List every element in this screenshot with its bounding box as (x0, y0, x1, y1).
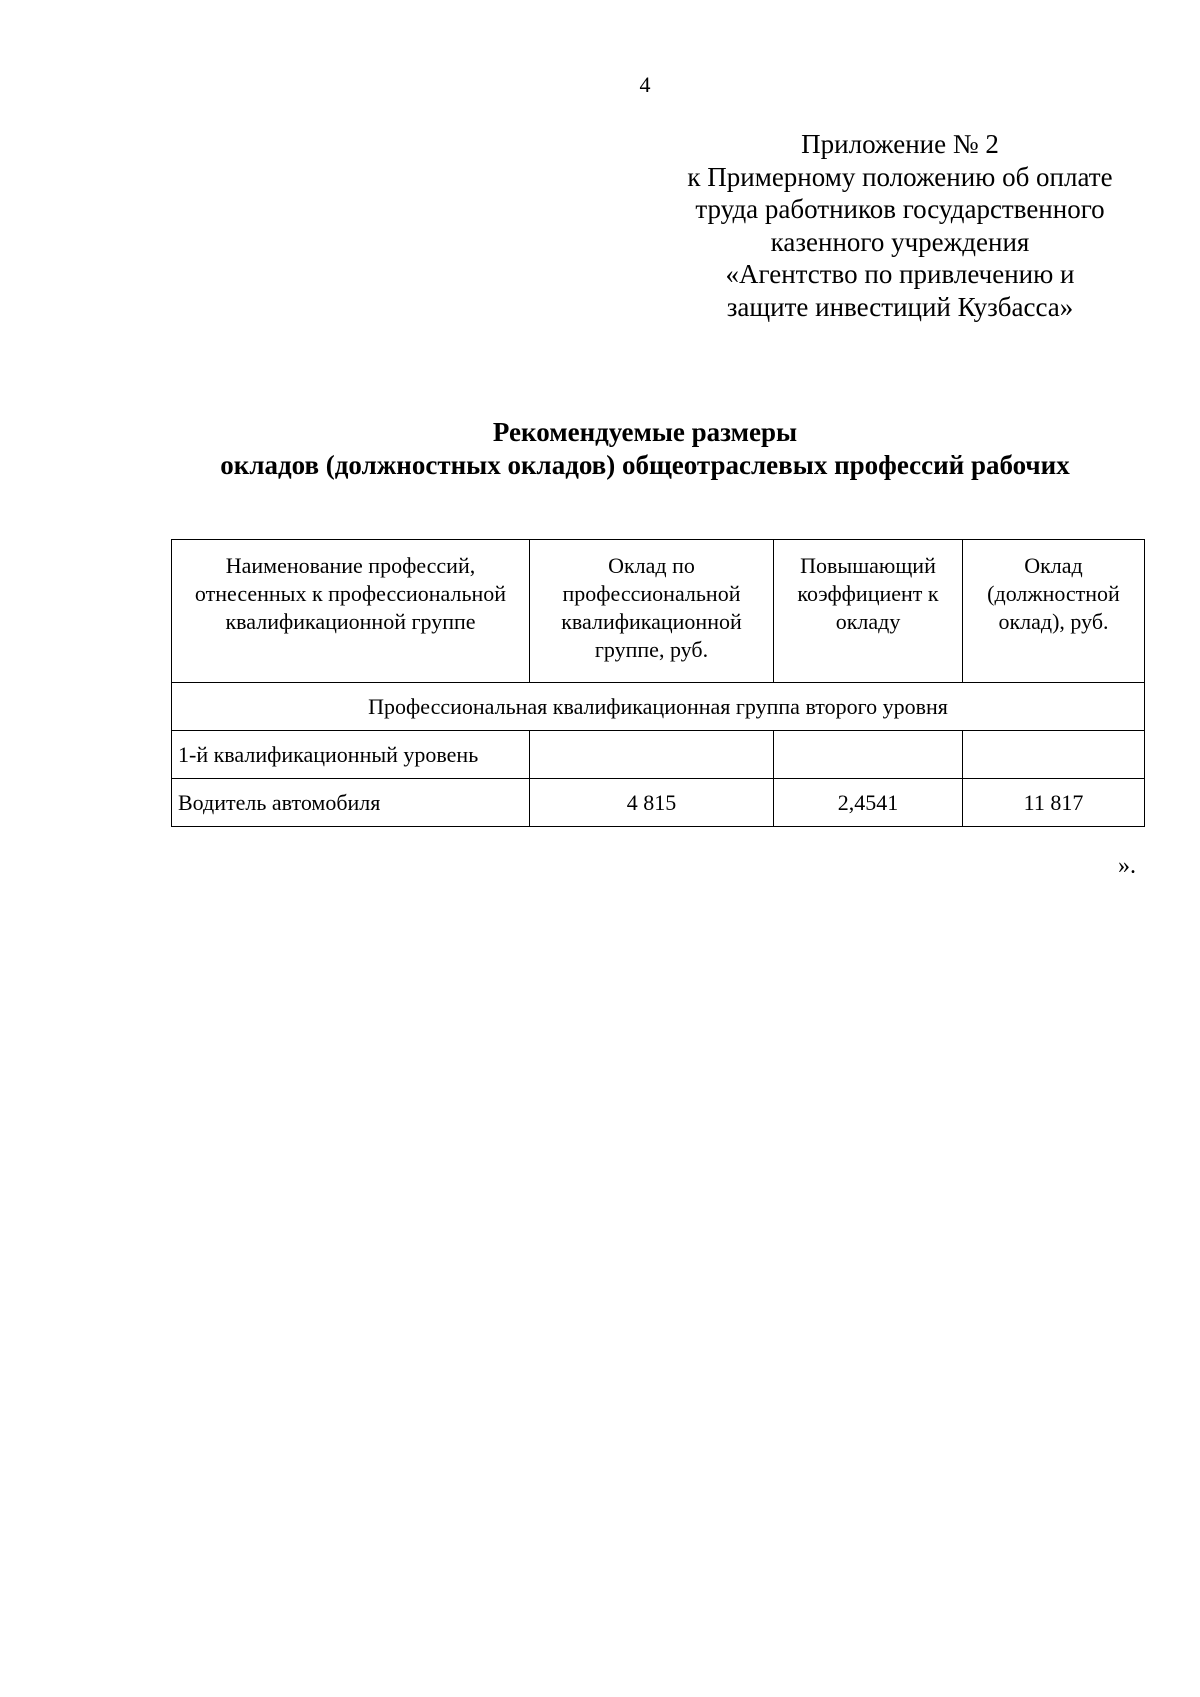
salary-value: 11 817 (963, 779, 1145, 827)
appendix-line: казенного учреждения (770, 226, 1030, 257)
salary-table (171, 539, 1145, 827)
table-header-row (172, 540, 1145, 683)
header-coefficient: Повышающий коэффициент к окладу (774, 540, 963, 683)
level-row (172, 731, 1145, 779)
appendix-line: к Примерному положению об оплате (687, 161, 1113, 192)
header-profession-name: Наименование профессий, отнесенных к профессиональной квалификационной группе (172, 540, 530, 683)
appendix-line: Приложение № 2 (801, 129, 999, 159)
page-number: 4 (639, 72, 651, 97)
title-line-1: Рекомендуемые размеры (492, 417, 798, 447)
group-row (172, 683, 1145, 731)
profession-name: Водитель автомобиля (172, 779, 530, 827)
empty-cell (774, 731, 963, 779)
empty-cell (530, 731, 774, 779)
header-base-salary: Оклад по профессиональной квалификационной группе, руб. (530, 540, 774, 683)
group-label: Профессиональная квалификационная группа второго уровня (172, 683, 1145, 731)
header-salary: Оклад (должностной оклад), руб. (963, 540, 1145, 683)
base-salary-value: 4 815 (530, 779, 774, 827)
document-title (0, 416, 1200, 482)
coefficient-value: 2,4541 (774, 779, 963, 827)
appendix-line: труда работников государственного (695, 194, 1105, 224)
appendix-line: защите инвестиций Кузбасса» (726, 291, 1074, 322)
table-row (172, 779, 1145, 827)
empty-cell (963, 731, 1145, 779)
appendix-line: «Агентство по привлечению и (725, 259, 1075, 289)
appendix-block (620, 128, 1180, 323)
level-label: 1-й квалификационный уровень (172, 731, 530, 779)
closing-quote-mark: ». (1118, 853, 1136, 879)
title-line-2: окладов (должностных окладов) общеотраслевых профессий рабочих (220, 450, 1070, 480)
